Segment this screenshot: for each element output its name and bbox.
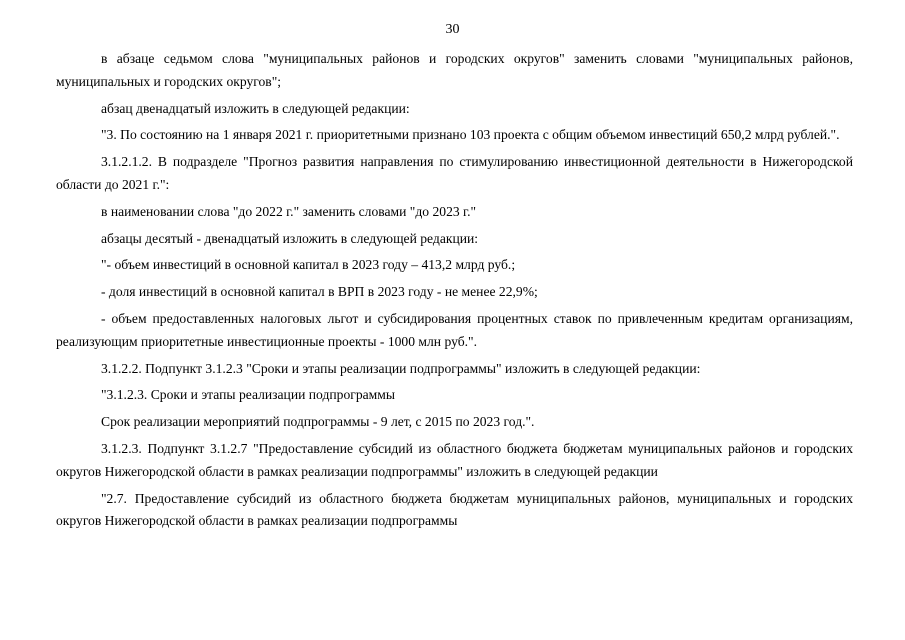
paragraph: Срок реализации мероприятий подпрограммы - 9 лет, с 2015 по 2023 год.". bbox=[101, 414, 535, 430]
paragraph: 3.1.2.1.2. В подразделе "Прогноз развития направления по стимулированию инвестиционной деятельности в Нижегородской области до 2021 г.": bbox=[56, 154, 853, 192]
paragraph: 3.1.2.3. Подпункт 3.1.2.7 "Предоставление субсидий из областного бюджета бюджетам муниципальных районов и городских округов Нижегородской области в рамках реализации подпрограммы" изложить в следующей редакции bbox=[56, 440, 853, 479]
paragraph: абзацы десятый - двенадцатый изложить в следующей редакции: bbox=[101, 230, 479, 246]
paragraph: абзац двенадцатый изложить в следующей редакции: bbox=[101, 100, 410, 116]
paragraph: - доля инвестиций в основной капитал в ВРП в 2023 году - не менее 22,9%; bbox=[101, 284, 538, 300]
paragraph: "3. По состоянию на 1 января 2021 г. приоритетными признано 103 проекта с общим объемом инвестиций 650,2 млрд рублей.". bbox=[101, 127, 840, 143]
paragraph: 3.1.2.2. Подпункт 3.1.2.3 "Сроки и этапы реализации подпрограммы" изложить в следующей редакции: bbox=[101, 360, 701, 376]
paragraph: в абзаце седьмом слова "муниципальных районов и городских округов" заменить словами "муниципальных районов, муниципальных и городских округов"; bbox=[56, 51, 853, 89]
paragraph: "- объем инвестиций в основной капитал в 2023 году – 413,2 млрд руб.; bbox=[101, 257, 516, 273]
paragraph: "3.1.2.3. Сроки и этапы реализации подпрограммы bbox=[101, 387, 395, 403]
paragraph: - объем предоставленных налоговых льгот и субсидирования процентных ставок по привлеченным кредитам организациям, реализующим приоритетные инвестиционные проекты - 1000 млн руб.". bbox=[56, 310, 853, 349]
paragraph: "2.7. Предоставление субсидий из областного бюджета бюджетам муниципальных районов, муниципальных и городских округов Нижегородской области в рамках реализации подпрограммы bbox=[56, 490, 853, 529]
document-body bbox=[56, 48, 853, 537]
paragraph: в наименовании слова "до 2022 г." заменить словами "до 2023 г." bbox=[101, 203, 477, 219]
page-number: 30 bbox=[445, 22, 460, 37]
